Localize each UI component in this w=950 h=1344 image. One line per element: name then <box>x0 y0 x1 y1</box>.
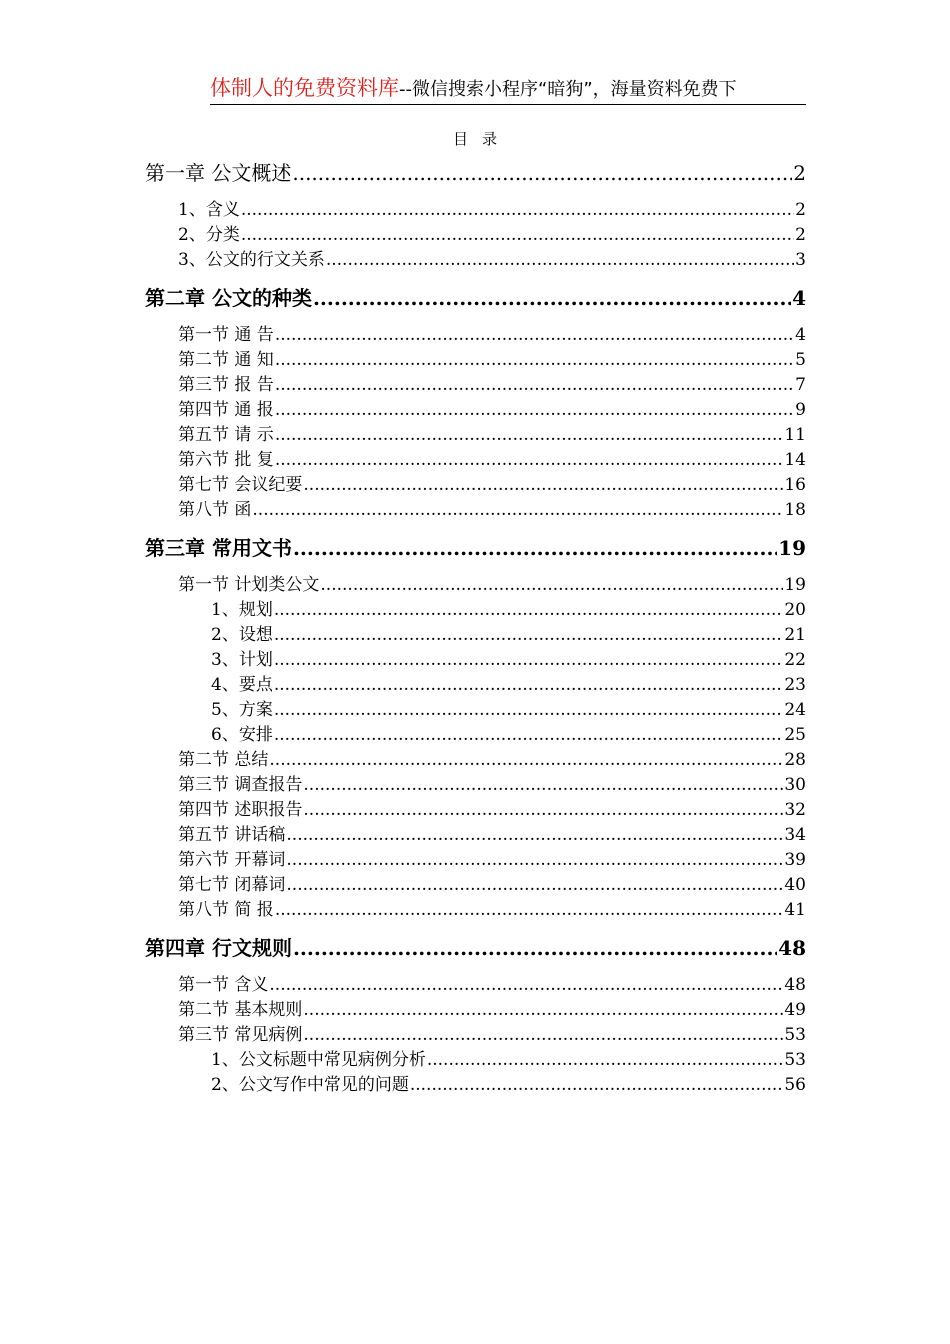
toc-subsection-entry[interactable] <box>145 673 806 698</box>
toc-section-entry[interactable] <box>145 498 806 523</box>
toc-dot-leader <box>303 798 783 823</box>
toc-subsection-entry[interactable] <box>145 648 806 673</box>
toc-entry-label: 6、安排 <box>211 725 273 745</box>
toc-entry-label: 5、方案 <box>211 700 273 720</box>
toc-section-entry[interactable] <box>145 798 806 823</box>
toc-entry-label: 1、公文标题中常见病例分析 <box>211 1050 426 1070</box>
toc-entry-label: 第二章 公文的种类 <box>145 286 312 310</box>
toc-entry-label: 第七节 闭幕词 <box>178 875 286 895</box>
toc-dot-leader <box>241 198 794 223</box>
toc-entry-label: 2、公文写作中常见的问题 <box>211 1075 409 1095</box>
toc-page-number: 41 <box>784 900 806 920</box>
toc-subsection-entry[interactable] <box>145 1048 806 1073</box>
toc-dot-leader <box>274 698 784 723</box>
toc-entry-label: 第三节 报 告 <box>178 375 274 395</box>
toc-page-number: 3 <box>795 250 806 270</box>
table-of-contents <box>145 160 806 1098</box>
toc-entry-label: 第一节 含义 <box>178 975 269 995</box>
toc-subsection-entry[interactable] <box>145 598 806 623</box>
toc-entry-label: 2、分类 <box>178 225 240 245</box>
toc-page-number: 20 <box>784 600 806 620</box>
toc-dot-leader <box>275 373 794 398</box>
toc-page-number: 30 <box>784 775 806 795</box>
toc-dot-leader <box>274 648 784 673</box>
toc-page-number: 56 <box>784 1075 806 1095</box>
toc-dot-leader <box>313 285 791 311</box>
toc-page-number: 28 <box>784 750 806 770</box>
toc-page-number: 4 <box>792 286 806 310</box>
toc-dot-leader <box>320 573 783 598</box>
toc-page-number: 5 <box>795 350 806 370</box>
toc-section-entry[interactable] <box>145 773 806 798</box>
toc-section-entry[interactable] <box>145 248 806 273</box>
toc-subsection-entry[interactable] <box>145 1073 806 1098</box>
toc-page-number: 7 <box>795 375 806 395</box>
toc-page-number: 4 <box>795 325 806 345</box>
toc-section-entry[interactable] <box>145 398 806 423</box>
toc-entry-label: 第六节 开幕词 <box>178 850 286 870</box>
toc-entry-label: 1、规划 <box>211 600 273 620</box>
toc-page-number: 2 <box>793 161 806 185</box>
toc-entry-label: 第三节 调查报告 <box>178 775 303 795</box>
toc-section-entry[interactable] <box>145 848 806 873</box>
toc-dot-leader <box>303 1023 783 1048</box>
toc-entry-label: 第四节 述职报告 <box>178 800 303 820</box>
toc-entry-label: 第八节 函 <box>178 500 252 520</box>
toc-section-entry[interactable] <box>145 323 806 348</box>
toc-entry-label: 第七节 会议纪要 <box>178 475 303 495</box>
toc-page-number: 34 <box>784 825 806 845</box>
toc-entry-label: 1、含义 <box>178 200 240 220</box>
page-header <box>210 72 806 105</box>
toc-page-number: 2 <box>795 225 806 245</box>
toc-chapter-entry[interactable] <box>145 935 806 961</box>
toc-entry-label: 3、公文的行文关系 <box>178 250 325 270</box>
toc-entry-label: 第一章 公文概述 <box>145 161 292 185</box>
toc-entry-label: 4、要点 <box>211 675 273 695</box>
toc-entry-label: 第一节 计划类公文 <box>178 575 320 595</box>
toc-dot-leader <box>274 723 784 748</box>
toc-entry-label: 第三节 常见病例 <box>178 1025 303 1045</box>
toc-entry-label: 第二节 基本规则 <box>178 1000 303 1020</box>
toc-dot-leader <box>303 473 783 498</box>
toc-dot-leader <box>275 348 794 373</box>
toc-dot-leader <box>286 848 783 873</box>
toc-title: 目录 <box>452 130 511 148</box>
toc-page-number: 40 <box>784 875 806 895</box>
toc-entry-label: 3、计划 <box>211 650 273 670</box>
toc-dot-leader <box>274 623 784 648</box>
toc-entry-label: 第四章 行文规则 <box>145 936 292 960</box>
toc-dot-leader <box>293 535 777 561</box>
toc-entry-label: 第五节 讲话稿 <box>178 825 286 845</box>
toc-dot-leader <box>427 1048 784 1073</box>
toc-chapter-entry[interactable] <box>145 535 806 561</box>
toc-dot-leader <box>286 873 783 898</box>
toc-section-entry[interactable] <box>145 973 806 998</box>
toc-entry-label: 第一节 通 告 <box>178 325 274 345</box>
toc-entry-label: 第八节 简 报 <box>178 900 274 920</box>
toc-section-entry[interactable] <box>145 423 806 448</box>
toc-page-number: 53 <box>784 1050 806 1070</box>
toc-section-entry[interactable] <box>145 373 806 398</box>
toc-dot-leader <box>286 823 783 848</box>
toc-page-number: 14 <box>784 450 806 470</box>
header-promo-text: --微信搜索小程序“暗狗”，海量资料免费下 <box>399 79 737 100</box>
toc-page-number: 19 <box>784 575 806 595</box>
toc-section-entry[interactable] <box>145 573 806 598</box>
toc-page-number: 11 <box>784 425 806 445</box>
toc-subsection-entry[interactable] <box>145 698 806 723</box>
toc-dot-leader <box>292 160 792 186</box>
toc-chapter-entry[interactable] <box>145 285 806 311</box>
toc-entry-label: 第六节 批 复 <box>178 450 274 470</box>
toc-dot-leader <box>275 898 784 923</box>
toc-section-entry[interactable] <box>145 998 806 1023</box>
toc-entry-label: 第二节 通 知 <box>178 350 274 370</box>
toc-dot-leader <box>269 973 783 998</box>
toc-section-entry[interactable] <box>145 748 806 773</box>
toc-page-number: 53 <box>784 1025 806 1045</box>
toc-dot-leader <box>274 598 784 623</box>
toc-section-entry[interactable] <box>145 448 806 473</box>
toc-entry-label: 第四节 通 报 <box>178 400 274 420</box>
toc-dot-leader <box>269 748 783 773</box>
toc-page-number: 48 <box>784 975 806 995</box>
toc-page-number: 18 <box>784 500 806 520</box>
toc-section-entry[interactable] <box>145 473 806 498</box>
toc-page-number: 32 <box>784 800 806 820</box>
toc-section-entry[interactable] <box>145 898 806 923</box>
toc-dot-leader <box>275 423 784 448</box>
toc-page-number: 49 <box>784 1000 806 1020</box>
toc-dot-leader <box>275 398 794 423</box>
toc-section-entry[interactable] <box>145 348 806 373</box>
toc-section-entry[interactable] <box>145 873 806 898</box>
toc-subsection-entry[interactable] <box>145 623 806 648</box>
toc-section-entry[interactable] <box>145 823 806 848</box>
toc-page-number: 23 <box>784 675 806 695</box>
toc-entry-label: 第三章 常用文书 <box>145 536 292 560</box>
toc-page-number: 21 <box>784 625 806 645</box>
toc-dot-leader <box>303 998 783 1023</box>
toc-dot-leader <box>410 1073 784 1098</box>
toc-page-number: 25 <box>784 725 806 745</box>
toc-page-number: 19 <box>778 536 806 560</box>
toc-dot-leader <box>275 323 794 348</box>
toc-dot-leader <box>293 935 777 961</box>
toc-section-entry[interactable] <box>145 1023 806 1048</box>
toc-page-number: 22 <box>784 650 806 670</box>
toc-chapter-entry[interactable] <box>145 160 806 186</box>
toc-section-entry[interactable] <box>145 223 806 248</box>
toc-page-number: 48 <box>778 936 806 960</box>
toc-dot-leader <box>275 448 784 473</box>
toc-page-number: 9 <box>795 400 806 420</box>
toc-section-entry[interactable] <box>145 198 806 223</box>
toc-dot-leader <box>241 223 794 248</box>
toc-dot-leader <box>326 248 794 273</box>
toc-entry-label: 第五节 请 示 <box>178 425 274 445</box>
toc-page-number: 39 <box>784 850 806 870</box>
toc-entry-label: 第二节 总结 <box>178 750 269 770</box>
toc-page-number: 16 <box>784 475 806 495</box>
toc-subsection-entry[interactable] <box>145 723 806 748</box>
toc-entry-label: 2、设想 <box>211 625 273 645</box>
toc-page-number: 24 <box>784 700 806 720</box>
header-site-name: 体制人的免费资料库 <box>210 76 399 100</box>
toc-dot-leader <box>252 498 783 523</box>
toc-dot-leader <box>303 773 783 798</box>
toc-page-number: 2 <box>795 200 806 220</box>
toc-dot-leader <box>274 673 784 698</box>
